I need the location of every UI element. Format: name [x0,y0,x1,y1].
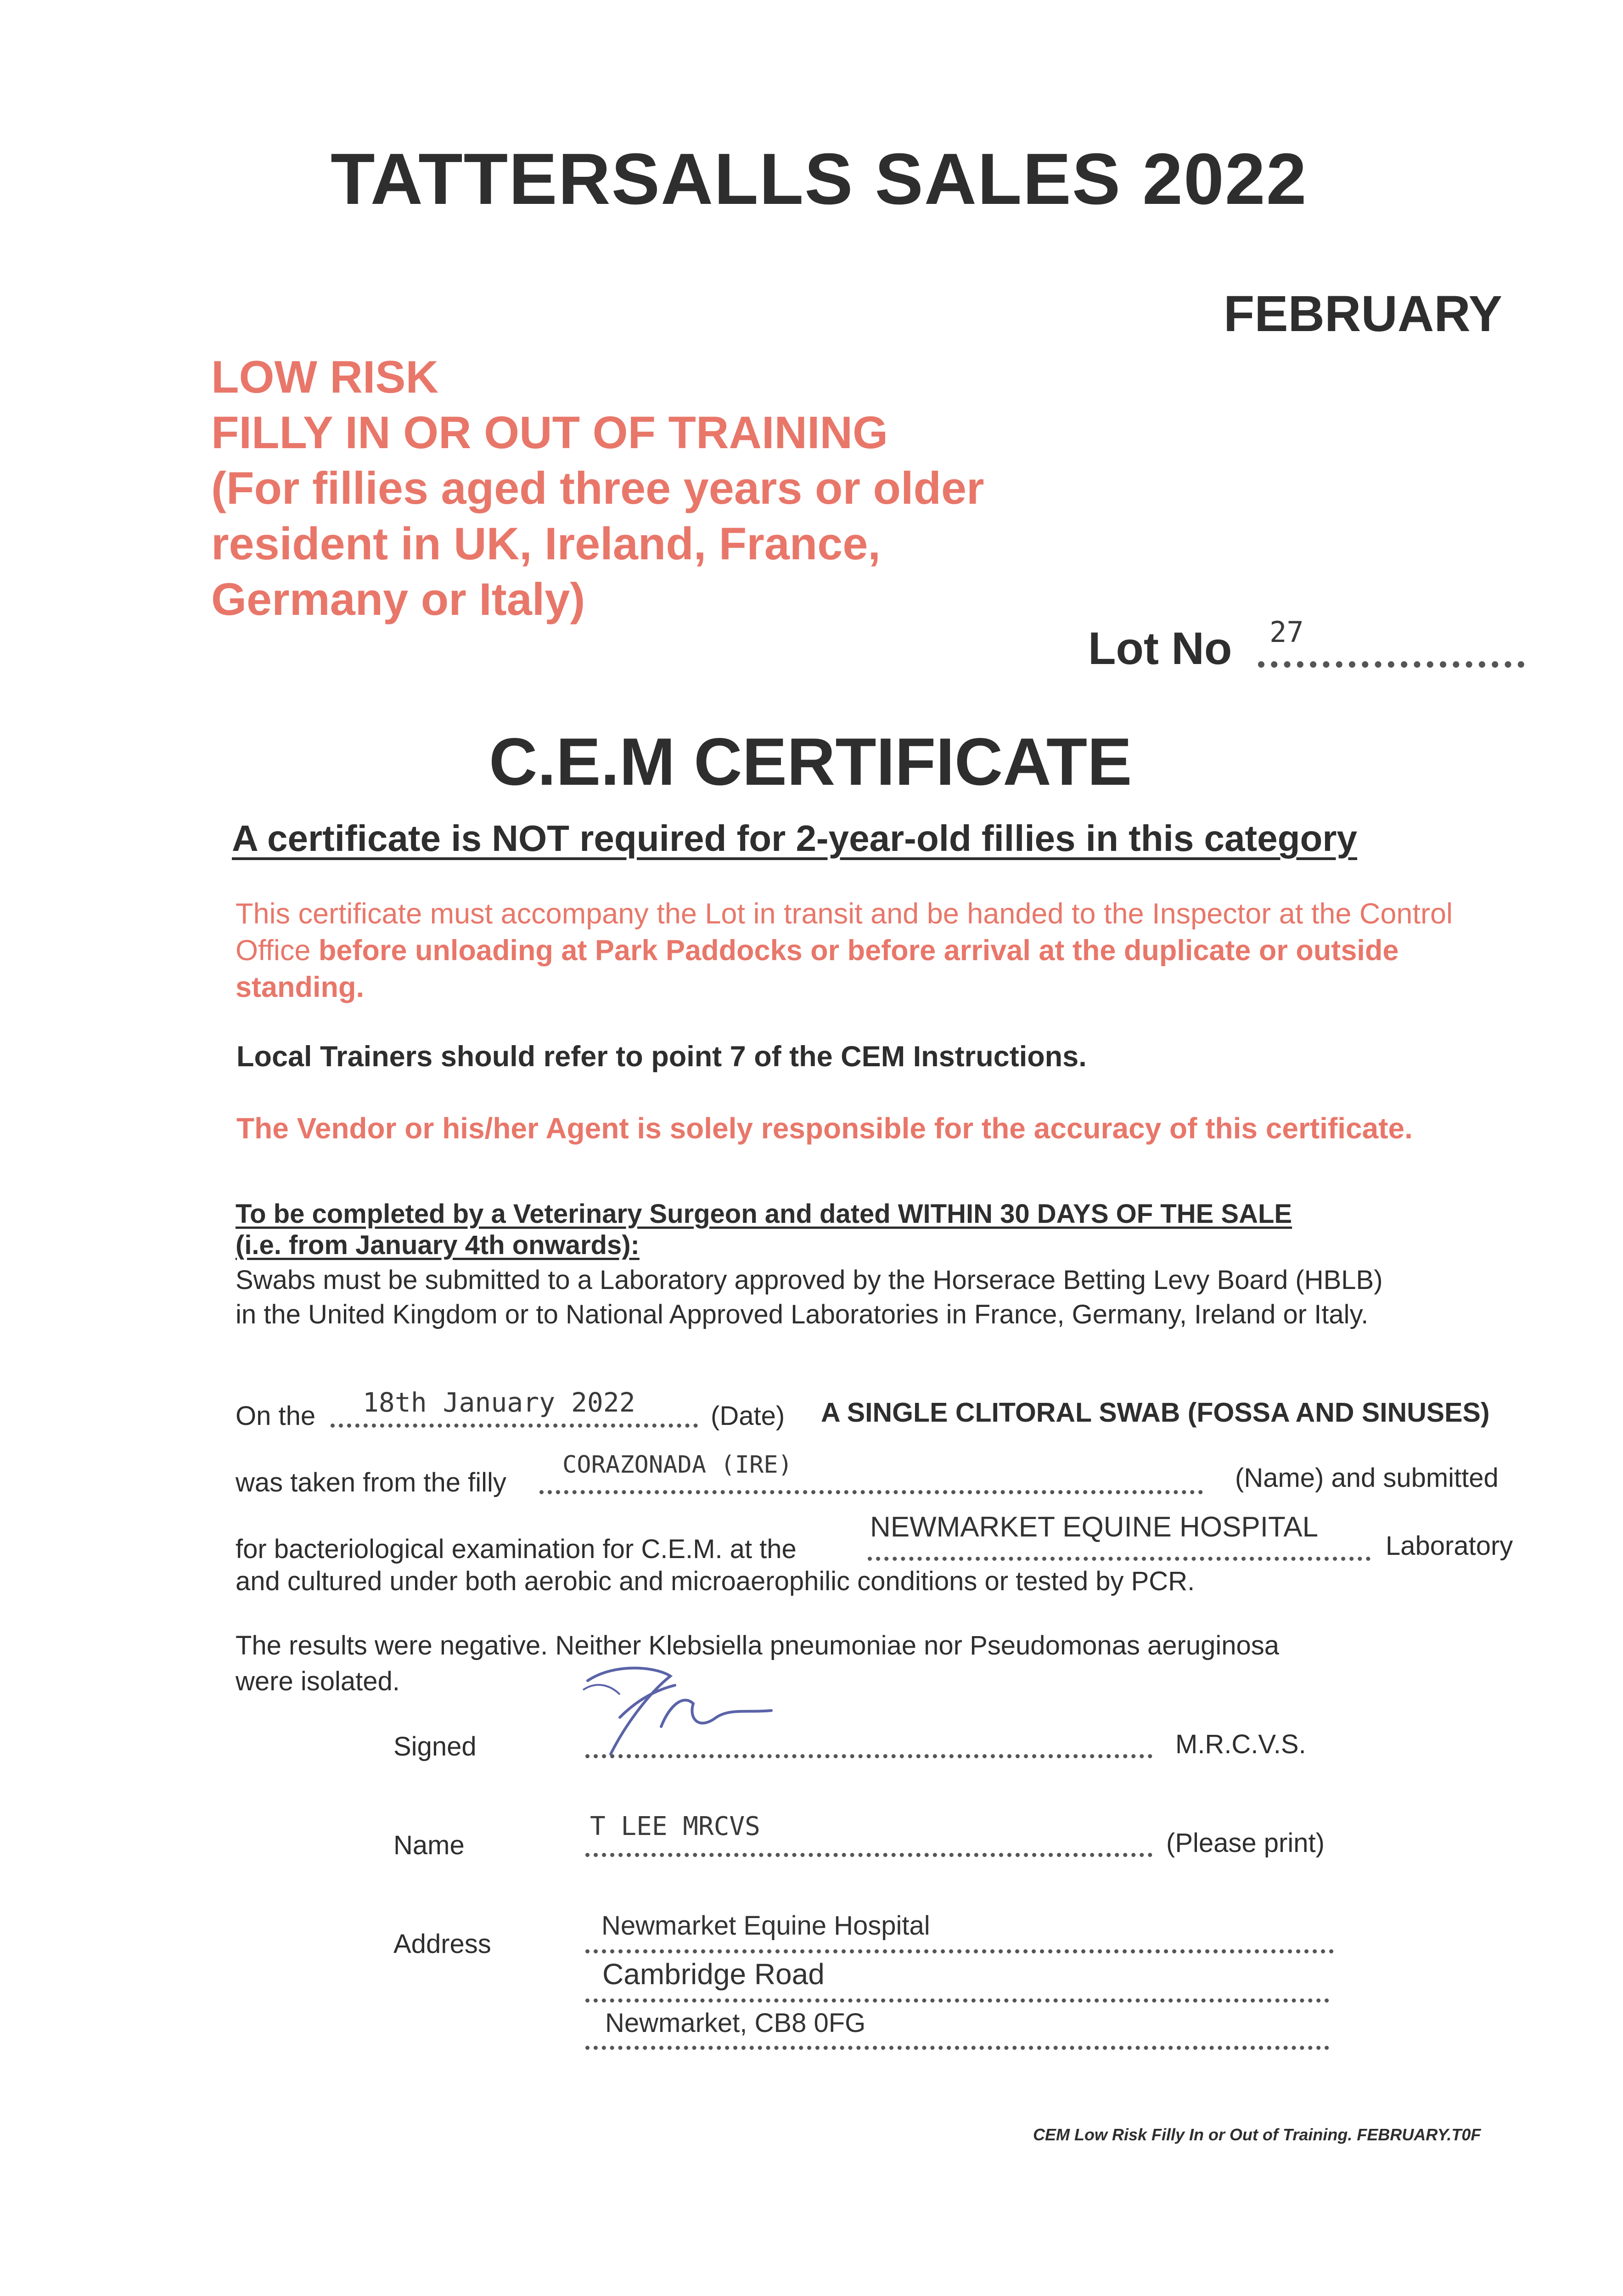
for-exam-label: for bacteriological examination for C.E.M. at the [236,1534,797,1564]
vendor-responsibility-note: The Vendor or his/her Agent is solely responsible for the accuracy of this certificate. [236,1112,1413,1145]
lot-number: 27 [1269,615,1304,649]
signed-label: Signed [393,1732,477,1761]
category-line-1: LOW RISK [211,351,438,402]
please-print-label: (Please print) [1166,1828,1325,1858]
vet-section-heading [236,1199,1292,1261]
name-label: Name [393,1830,465,1860]
swabs-line-1: Swabs must be submitted to a Laboratory approved by the Horserace Betting Levy Board (HBLB) [236,1265,1383,1295]
category-line-2: FILLY IN OR OUT OF TRAINING [211,407,888,458]
mrcvs-label: M.R.C.V.S. [1175,1729,1306,1759]
filly-name: CORAZONADA (IRE) [562,1451,792,1479]
laboratory-label: Laboratory [1386,1531,1513,1561]
address-dotted-line-2 [585,1998,1329,2003]
certificate-notice: A certificate is NOT required for 2-year-old fillies in this category [232,818,1358,859]
cultured-text: and cultured under both aerobic and microaerophilic conditions or tested by PCR. [236,1566,1195,1596]
local-trainers-note: Local Trainers should refer to point 7 of the CEM Instructions. [236,1041,1087,1073]
date-suffix: (Date) [711,1401,785,1431]
lot-dotted-line [1258,661,1524,668]
address-line-3: Newmarket, CB8 0FG [605,2008,866,2038]
signature-stroke [588,1668,771,1755]
taken-from-label: was taken from the filly [236,1468,506,1497]
vet-heading-line-2: (i.e. from January 4th onwards): [236,1230,640,1260]
vet-name-dotted-line [585,1853,1152,1857]
on-the-label: On the [236,1401,316,1431]
vet-name: T LEE MRCVS [590,1812,760,1841]
swabs-line-2: in the United Kingdom or to National Approved Laboratories in France, Germany, Ireland or Italy. [236,1300,1369,1329]
category-block [211,349,984,627]
name-submitted-label: (Name) and submitted [1235,1463,1499,1493]
results-line-1: The results were negative. Neither Klebsiella pneumoniae nor Pseudomonas aeruginosa [236,1631,1280,1660]
address-line-2: Cambridge Road [602,1958,825,1991]
category-line-5: Germany or Italy) [211,574,585,625]
address-dotted-line-3 [585,2046,1329,2050]
swab-type: A SINGLE CLITORAL SWAB (FOSSA AND SINUSES) [821,1397,1490,1428]
vet-heading-line-1: To be completed by a Veterinary Surgeon and dated WITHIN 30 DAYS OF THE SALE [236,1199,1292,1229]
date-dotted-line [331,1424,698,1428]
address-dotted-line-1 [585,1949,1334,1953]
signature-image [578,1662,790,1763]
swabs-paragraph [236,1263,1383,1332]
results-line-2: were isolated. [236,1666,400,1696]
address-label: Address [393,1929,491,1959]
instruction-paragraph-1 [236,895,1484,1006]
filly-name-dotted-line [539,1490,1203,1494]
certificate-title: C.E.M CERTIFICATE [489,724,1132,799]
instruction-bold-text: before unloading at Park Paddocks or before arrival at the duplicate or outside standing. [236,934,1399,1003]
lab-name-dotted-line [868,1557,1370,1561]
lot-label: Lot No [1088,623,1232,674]
date-value: 18th January 2022 [363,1387,635,1418]
category-line-3: (For fillies aged three years or older [211,462,984,513]
sale-month: FEBRUARY [1224,286,1503,342]
instruction-normal-text: This certificate must accompany the Lot in transit and be handed to the Inspector at the Control Office [236,898,1453,967]
page-title: TATTERSALLS SALES 2022 [331,139,1308,219]
document-reference: CEM Low Risk Filly In or Out of Training. FEBRUARY.T0F [1033,2125,1481,2144]
lab-name: NEWMARKET EQUINE HOSPITAL [870,1511,1319,1543]
category-line-4: resident in UK, Ireland, France, [211,518,881,569]
address-line-1: Newmarket Equine Hospital [601,1911,930,1941]
signature-accent [583,1685,620,1694]
